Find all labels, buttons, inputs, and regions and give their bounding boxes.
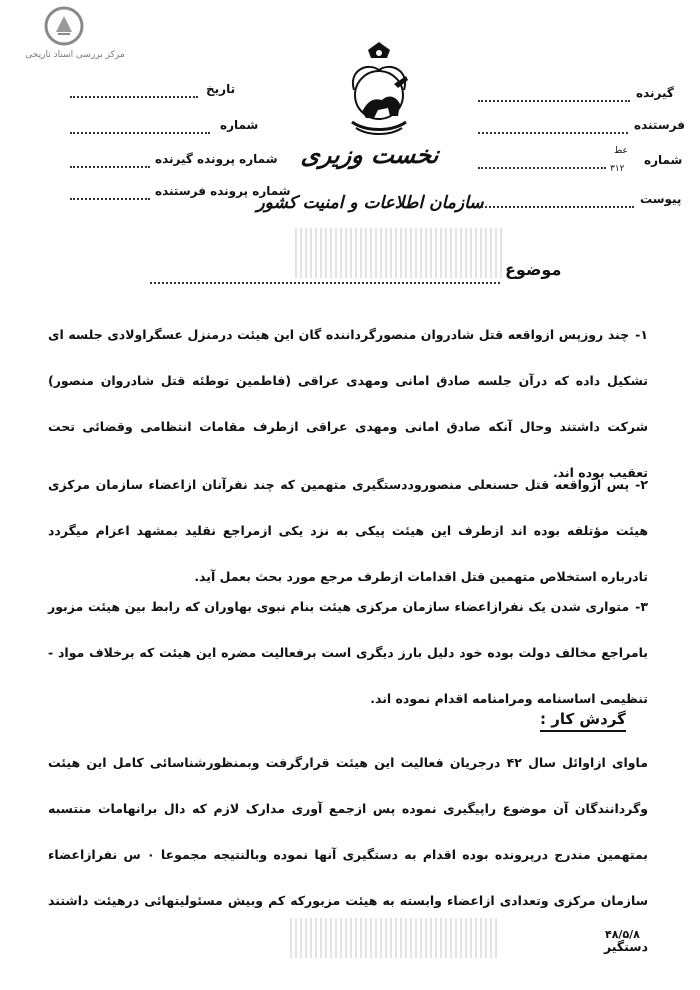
watermark-caption: مرکز بررسی اسناد تاریخی [25, 50, 125, 60]
left-number-label: شماره [220, 118, 259, 132]
sender-file-line [70, 198, 150, 200]
recipient-file-label: شماره پرونده گیرنده [155, 152, 278, 166]
organization-title: سازمان اطلاعات و امنیت کشور [256, 193, 484, 213]
subject-label: موضوع [505, 260, 562, 279]
recipient-file-line [70, 166, 150, 168]
right-number-line [478, 167, 606, 169]
redacted-signature [290, 918, 500, 958]
paragraph-2-text: پس ازواقعه قتل حسنعلی منصوروددستگیری متهمین که چند نفرآنان ازاعضاء سازمان مرکزی هیئت مؤتلفه بوده اند ازطرف این هیئت پیکی به نزد یکی ازمراجع نقلید بمشهد اعزام میگردد تادرباره استخلاص متهمین قتل اقدامات ازطرف مرجع مورد بحث بعمل آید. [48, 477, 648, 584]
attachment-line [478, 206, 634, 208]
paragraph-3-text: متواری شدن یک نفرازاعضاء سازمان مرکزی هیئت بنام نبوی بهاوران که رابط بین هیئت مزبور بامراجع مخالف دولت بوده خود دلیل بارز دیگری است برفعالیت مضره این هیئت که برخلاف مواد - تنظیمی اساسنامه ومرامنامه اقدام نموده اند. [48, 599, 648, 706]
conclusion-paragraph: ماوای ازاوائل سال ۴۲ درجریان فعالیت این هیئت قرارگرفت وبمنظورشناسائی کامل این هیئت وگردانندگان آن موضوع راپیگیری نموده پس ازجمع آوری مدارک لازم که دال برانهامات منتسبه بمتهمین مندرج درپرونده بوده اقدام به دستگیری آنها نموده وبالنتیجه مجموعا ۰ س نفرازاعضاء سازمان مرکزی وتعدادی ازاعضاء وابسته به هیئت مزبورکه کم وبیش مسئولیتهائی درهیئت داشتند دستگیر [48, 755, 648, 954]
sender-line [478, 132, 628, 134]
attachment-label: پیوست [640, 192, 682, 206]
recipient-label: گیرنده [636, 86, 674, 100]
paragraph-3 [48, 584, 648, 722]
paragraph-1-number: ۱- [635, 327, 648, 342]
sender-label: فرستنده [634, 118, 685, 132]
subject-line [150, 282, 500, 284]
lion-and-sun-emblem-icon [338, 40, 420, 140]
redacted-subject [295, 228, 505, 278]
sender-file-label: شماره پرونده فرستنده [155, 184, 291, 198]
number-stamp-bottom: ۳۱۲ [610, 164, 625, 174]
paragraph-3-number: ۳- [635, 599, 648, 614]
paragraph-2-number: ۲- [635, 477, 648, 492]
paragraph-1-text: چند روزپس ازواقعه قتل شادروان منصورگرداننده گان این هیئت درمنزل عسگراولادی جلسه ای تشکیل داده که درآن جلسه صادق امانی ومهدی عراقی (فاطمین توطئه قتل شادروان منصور) شرکت داشتند وحال آنکه صادق امانی ومهدی عراقی ازطرف مقامات انتظامی وقضائی تحت تعقیب بوده اند. [48, 327, 648, 480]
section-title: گردش کار : [540, 710, 626, 732]
paragraph-2 [48, 462, 648, 600]
document-date: ۴۸/۵/۸ [605, 928, 640, 941]
recipient-line [478, 100, 630, 102]
watermark [10, 6, 130, 66]
archive-logo-icon [44, 6, 84, 46]
right-number-label: شماره [644, 153, 683, 167]
date-label: تاریخ [206, 82, 236, 96]
number-stamp-top: عط [614, 146, 628, 156]
left-number-line [70, 132, 210, 134]
date-line [70, 96, 198, 98]
ministry-title: نخست وزیری [299, 140, 441, 169]
